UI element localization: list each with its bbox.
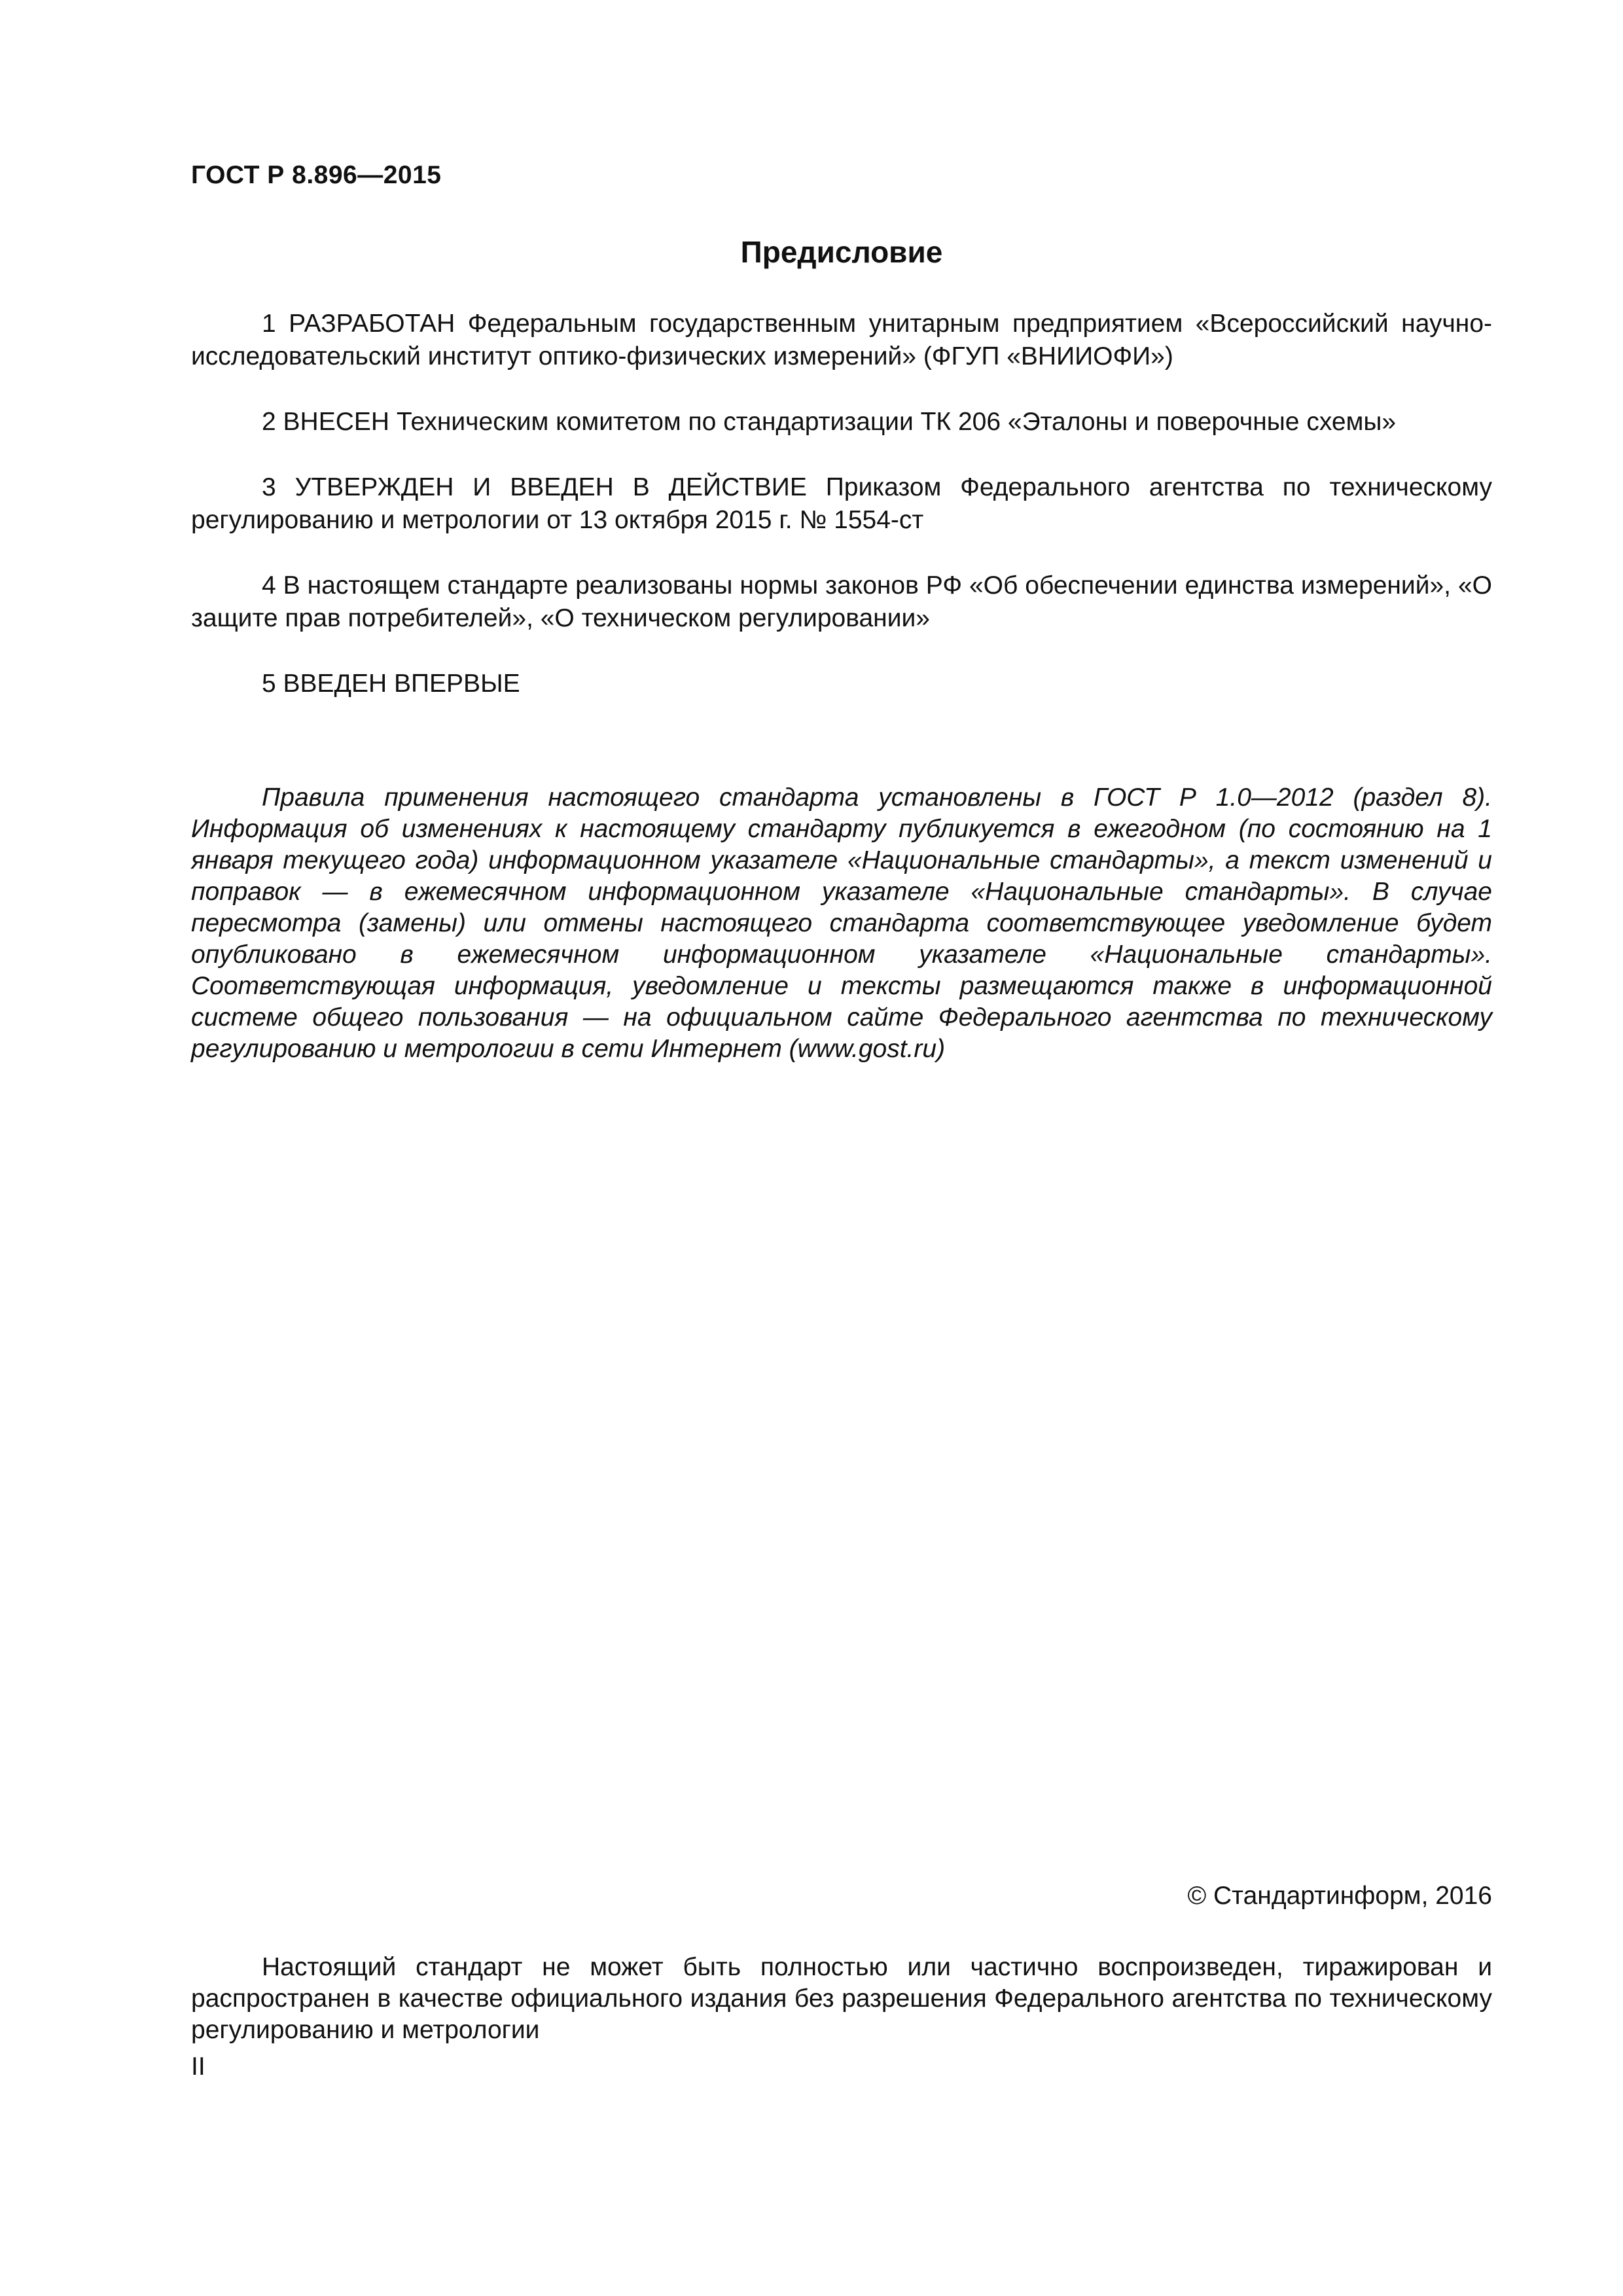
preface-item-4: 4 В настоящем стандарте реализованы нормы законов РФ «Об обеспечении единства измерений», «О защите прав потребителей», «О техническом регулировании» <box>191 571 1492 632</box>
application-rules-paragraph: Правила применения настоящего стандарта установлены в ГОСТ Р 1.0—2012 (раздел 8). Информация об изменениях к настоящему стандарту публикуется в ежегодном (по состоянию на 1 января текущего года) информационном указателе «Национальные стандарты», а текст изменений и поправок — в ежемесячном информационном указателе «Национальные стандарты». В случае пересмотра (замены) или отмены настоящего стандарта соответствующее уведомление будет опубликовано в ежемесячном информационном указателе «Национальные стандарты». Соответствующая информация, уведомление и тексты размещаются также в информационной системе общего пользования — на официальном сайте Федерального агентства по техническому регулированию и метрологии в сети Интернет (www.gost.ru) <box>191 783 1492 1063</box>
preface-item-3: 3 УТВЕРЖДЕН И ВВЕДЕН В ДЕЙСТВИЕ Приказом Федерального агентства по техническому регулированию и метрологии от 13 октября 2015 г. № 1554-ст <box>191 473 1492 534</box>
preface-list <box>191 308 1492 733</box>
page-title: Предисловие <box>740 235 943 269</box>
standard-code: ГОСТ Р 8.896—2015 <box>191 161 442 189</box>
preface-item-2: 2 ВНЕСЕН Техническим комитетом по стандартизации ТК 206 «Эталоны и поверочные схемы» <box>262 408 1397 436</box>
page-number: II <box>191 2053 205 2081</box>
copyright-line: © Стандартинформ, 2016 <box>1187 1882 1492 1910</box>
preface-item-5: 5 ВВЕДЕН ВПЕРВЫЕ <box>262 670 520 698</box>
preface-item-1: 1 РАЗРАБОТАН Федеральным государственным унитарным предприятием «Всероссийский научно-исследовательский институт оптико-физических измерений» (ФГУП «ВНИИОФИ») <box>191 310 1492 370</box>
reproduction-notice: Настоящий стандарт не может быть полностью или частично воспроизведен, тиражирован и распространен в качестве официального издания без разрешения Федерального агентства по техническому регулированию и метрологии <box>191 1953 1492 2044</box>
